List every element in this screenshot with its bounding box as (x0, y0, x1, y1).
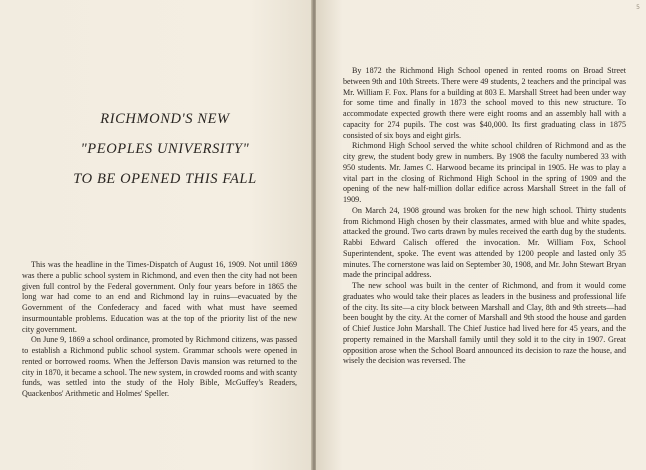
headline-line: TO BE OPENED THIS FALL (73, 171, 257, 187)
paragraph: Richmond High School served the white school children of Richmond and as the city grew, the student body grew in numbers. By 1908 the faculty numbered 33 with 950 students. Mr. James C. Harwood became its principal in 1905. He was to play a vital part in the closing of Richmond High School in the spring of 1909 and the opening of the new half-million dollar edifice across Marshall Street in the fall of 1909. (343, 141, 626, 204)
headline-line: "PEOPLES UNIVERSITY" (80, 141, 250, 157)
paragraph: The new school was built in the center of Richmond, and from it would come graduates who would take their places as leaders in the business and professional life of the city. Its site—a city block between Marshall and Clay, 8th and 9th streets—had been bought by the city. At the corner of Marshall and 9th stood the house and garden of Chief Justice John Marshall. The Chief Justice had lived here for 45 years, and the property remained in the Marshall family until they sold it to the city in 1907. Great opposition arose when the School Board announced its decision to raze the house, and wisely the decision was reversed. The (343, 281, 626, 366)
corner-mark: 5 (636, 4, 640, 11)
right-page (316, 0, 646, 470)
left-page (0, 0, 312, 470)
right-body-text (343, 66, 626, 367)
paragraph: On March 24, 1908 ground was broken for the new high school. Thirty students from Richmond High chosen by their classmates, armed with blue and white spades, attacked the ground. Two carts drawn by mules received the earth dug by the students. Rabbi Edward Calisch offered the invocation. Mr. William Fox, School Superintendent, spoke. The event was attended by 1200 people and lasted only 35 minutes. The cornerstone was laid on September 30, 1908, and Mr. John Stewart Bryan made the principal address. (343, 205, 626, 280)
left-body-text (22, 260, 297, 400)
paragraph: This was the headline in the Times-Dispatch of August 16, 1909. Not until 1869 was there a public school system in Richmond, and even then the city had not been given full control by the Federal government. Only four years before in 1865 the long war had come to an end and Richmond lay in ruins—evacuated by the Government of the Confederacy and faced with what must have seemed insurmountable problems. Education was at the top of the priority list of the new city government. (22, 260, 297, 334)
headline (40, 104, 290, 194)
paragraph: By 1872 the Richmond High School opened in rented rooms on Broad Street between 9th and 10th Streets. There were 49 students, 2 teachers and the principal was Mr. William F. Fox. Plans for a building at 803 E. Marshall Street had been under way for some time and finally in 1873 the school moved to this new structure. To accommodate expected growth there were eight rooms and an assembly hall with a capacity for 274 pupils. The cost was $40,000. Its first graduating class in 1875 consisted of six boys and eight girls. (343, 66, 626, 140)
paragraph: On June 9, 1869 a school ordinance, promoted by Richmond citizens, was passed to establish a Richmond public school system. Grammar schools were opened in rented or borrowed rooms. When the Jefferson Davis mansion was returned to the city in 1870, it became a school. The new system, in crowded rooms and with scanty funds, was settled into the study of the Holy Bible, McGuffey's Readers, Quackenbos' Arithmetic and Holmes' Speller. (22, 335, 297, 398)
headline-line: RICHMOND'S NEW (100, 111, 230, 127)
